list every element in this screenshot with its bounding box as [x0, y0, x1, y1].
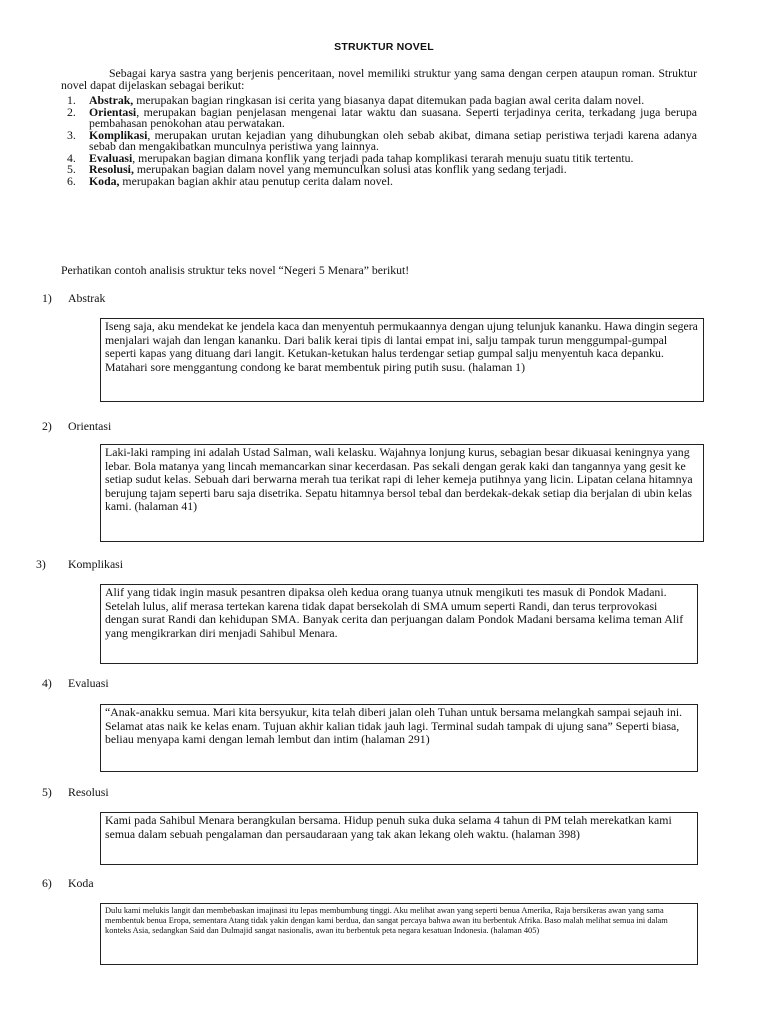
definition-term: Abstrak,	[89, 93, 134, 107]
definition-number: 4.	[67, 150, 76, 165]
section-heading-orientasi	[42, 419, 112, 433]
section-number: 5)	[42, 785, 52, 799]
section-number: 6)	[42, 876, 52, 890]
definition-number: 2.	[67, 104, 76, 119]
section-heading-resolusi	[42, 785, 109, 799]
excerpt-box-resolusi: Kami pada Sahibul Menara berangkulan bersama. Hidup penuh suka duka selama 4 tahun di PM telah merekatkan kami semua dalam sebuah pengalaman dan persaudaraan yang tak akan lekang oleh waktu. (halaman 398)	[100, 812, 698, 865]
excerpt-box-orientasi: Laki-laki ramping ini adalah Ustad Salman, wali kelasku. Wajahnya lonjung kurus, sebagian besar dikuasai keningnya yang lebar. Bola matanya yang lincah memancarkan sinar kecerdasan. Pas sekali dengan gerak kaki dan tangannya yang gesit ke setiap sudut kelas. Sebuah dari berwarna merah tua terikat rapi di leher kemeja putihnya yang licin. Lipatan celana hitamnya berujung tajam seperti baru saja disetrika. Sepatu hitamnya bersol tebal dan berdekak-dekak setiap dia berjalan di ubin kelas kami. (halaman 41)	[100, 444, 704, 542]
definition-item-komplikasi	[61, 127, 697, 153]
definition-text: merupakan bagian dalam novel yang memunculkan solusi atas konflik yang sedang terjadi.	[133, 162, 567, 176]
section-number: 1)	[42, 291, 52, 305]
structure-definition-list	[61, 95, 697, 187]
excerpt-box-abstrak: Iseng saja, aku mendekat ke jendela kaca dan menyentuh permukaannya dengan ujung telunjuk kananku. Hawa dingin segera menjalari wajah dan lengan kananku. Dari balik kerai tipis di lantai empat ini, salju tampak turun menggumpal-gumpal seperti kapas yang dituang dari langit. Ketukan-ketukan halus terdengar setiap gumpal salju menyentuh kaca depanku. Matahari sore menggantung condong ke barat membentuk piring putih susu. (halaman 1)	[100, 318, 704, 402]
definition-term: Orientasi	[89, 104, 137, 119]
page-title: STRUKTUR NOVEL	[334, 41, 434, 53]
excerpt-box-komplikasi: Alif yang tidak ingin masuk pesantren dipaksa oleh kedua orang tuanya utnuk mengikuti tes masuk di Pondok Madani. Setelah lulus, alif merasa tertekan karena tidak dapat bersekolah di SMA umum seperti Randi, dan terus terprovokasi dengan surat Randi dan kehidupan SMA. Banyak cerita dan perjuangan dalam Pondok Madani bersama kelima teman Alif yang mengikrarkan diri menjadi Sahibul Menara.	[100, 584, 698, 664]
section-label: Komplikasi	[68, 557, 124, 571]
section-heading-komplikasi	[36, 557, 124, 571]
excerpt-box-evaluasi: “Anak-anakku semua. Mari kita bersyukur, kita telah diberi jalan oleh Tuhan untuk bersama melangkah sampai sejauh ini. Selamat atas naik ke kelas enam. Tujuan akhir kalian tidak jauh lagi. Terminal sudah tampak di ujung sana” Seperti biasa, beliau menyapa kami dengan lemah lembut dan intim (halaman 291)	[100, 704, 698, 772]
section-heading-koda	[42, 876, 94, 890]
section-label: Abstrak	[68, 291, 106, 305]
section-number: 3)	[36, 557, 46, 571]
section-heading-evaluasi	[42, 676, 109, 690]
section-number: 2)	[42, 419, 52, 433]
section-number: 4)	[42, 676, 52, 690]
definition-text: , merupakan bagian dimana konflik yang terjadi pada tahap komplikasi terarah menuju suatu titik tertentu.	[132, 150, 634, 165]
section-label: Evaluasi	[68, 676, 109, 690]
definition-item-koda	[61, 173, 697, 188]
definition-number: 3.	[67, 127, 76, 142]
definition-item-orientasi	[61, 104, 697, 130]
section-label: Resolusi	[68, 785, 109, 799]
definition-text: , merupakan urutan kejadian yang dihubungkan oleh sebab akibat, dimana setiap peristiwa terjadi karena adanya sebab dan mengakibatkan munculnya peristiwa yang lainnya.	[89, 127, 697, 153]
excerpt-box-koda: Dulu kami melukis langit dan membebaskan imajinasi itu lepas membumbung tinggi. Aku melihat awan yang seperti benua Amerika, Raja bersikeras awan yang sama membentuk benua Eropa, sementara Atang tidak yakin dengan kami berdua, dan sangat percaya bahwa awan itu berbentuk Afrika. Baso malah melihat semua ini dalam konteks Asia, sedangkan Said dan Dulmajid sangat nasionalis, awan itu berbentuk peta negara kesatuan Indonesia. (halaman 405)	[100, 903, 698, 965]
definition-text: , merupakan bagian penjelasan mengenai latar waktu dan suasana. Seperti terjadinya cerita, terkadang juga berupa pembahasan penokohan atau perwatakan.	[89, 104, 697, 130]
definition-term: Resolusi,	[89, 162, 134, 176]
definition-term: Komplikasi	[89, 127, 148, 142]
definition-number: 6.	[67, 173, 76, 188]
section-label: Koda	[68, 876, 94, 890]
definition-number: 1.	[67, 93, 76, 107]
definition-text: merupakan bagian akhir atau penutup cerita dalam novel.	[119, 173, 393, 188]
section-label: Orientasi	[68, 419, 112, 433]
definition-term: Evaluasi	[89, 150, 133, 165]
section-heading-abstrak	[42, 291, 106, 305]
definition-number: 5.	[67, 162, 76, 176]
intro-paragraph: Sebagai karya sastra yang berjenis penceritaan, novel memiliki struktur yang sama dengan cerpen ataupun roman. Struktur novel dapat dijelaskan sebagai berikut:	[61, 66, 697, 92]
definition-term: Koda,	[89, 173, 120, 188]
definition-text: merupakan bagian ringkasan isi cerita yang biasanya dapat ditemukan pada bagian awal cerita dalam novel.	[133, 93, 645, 107]
analysis-lead-text: Perhatikan contoh analisis struktur teks novel “Negeri 5 Menara” berikut!	[61, 263, 410, 277]
